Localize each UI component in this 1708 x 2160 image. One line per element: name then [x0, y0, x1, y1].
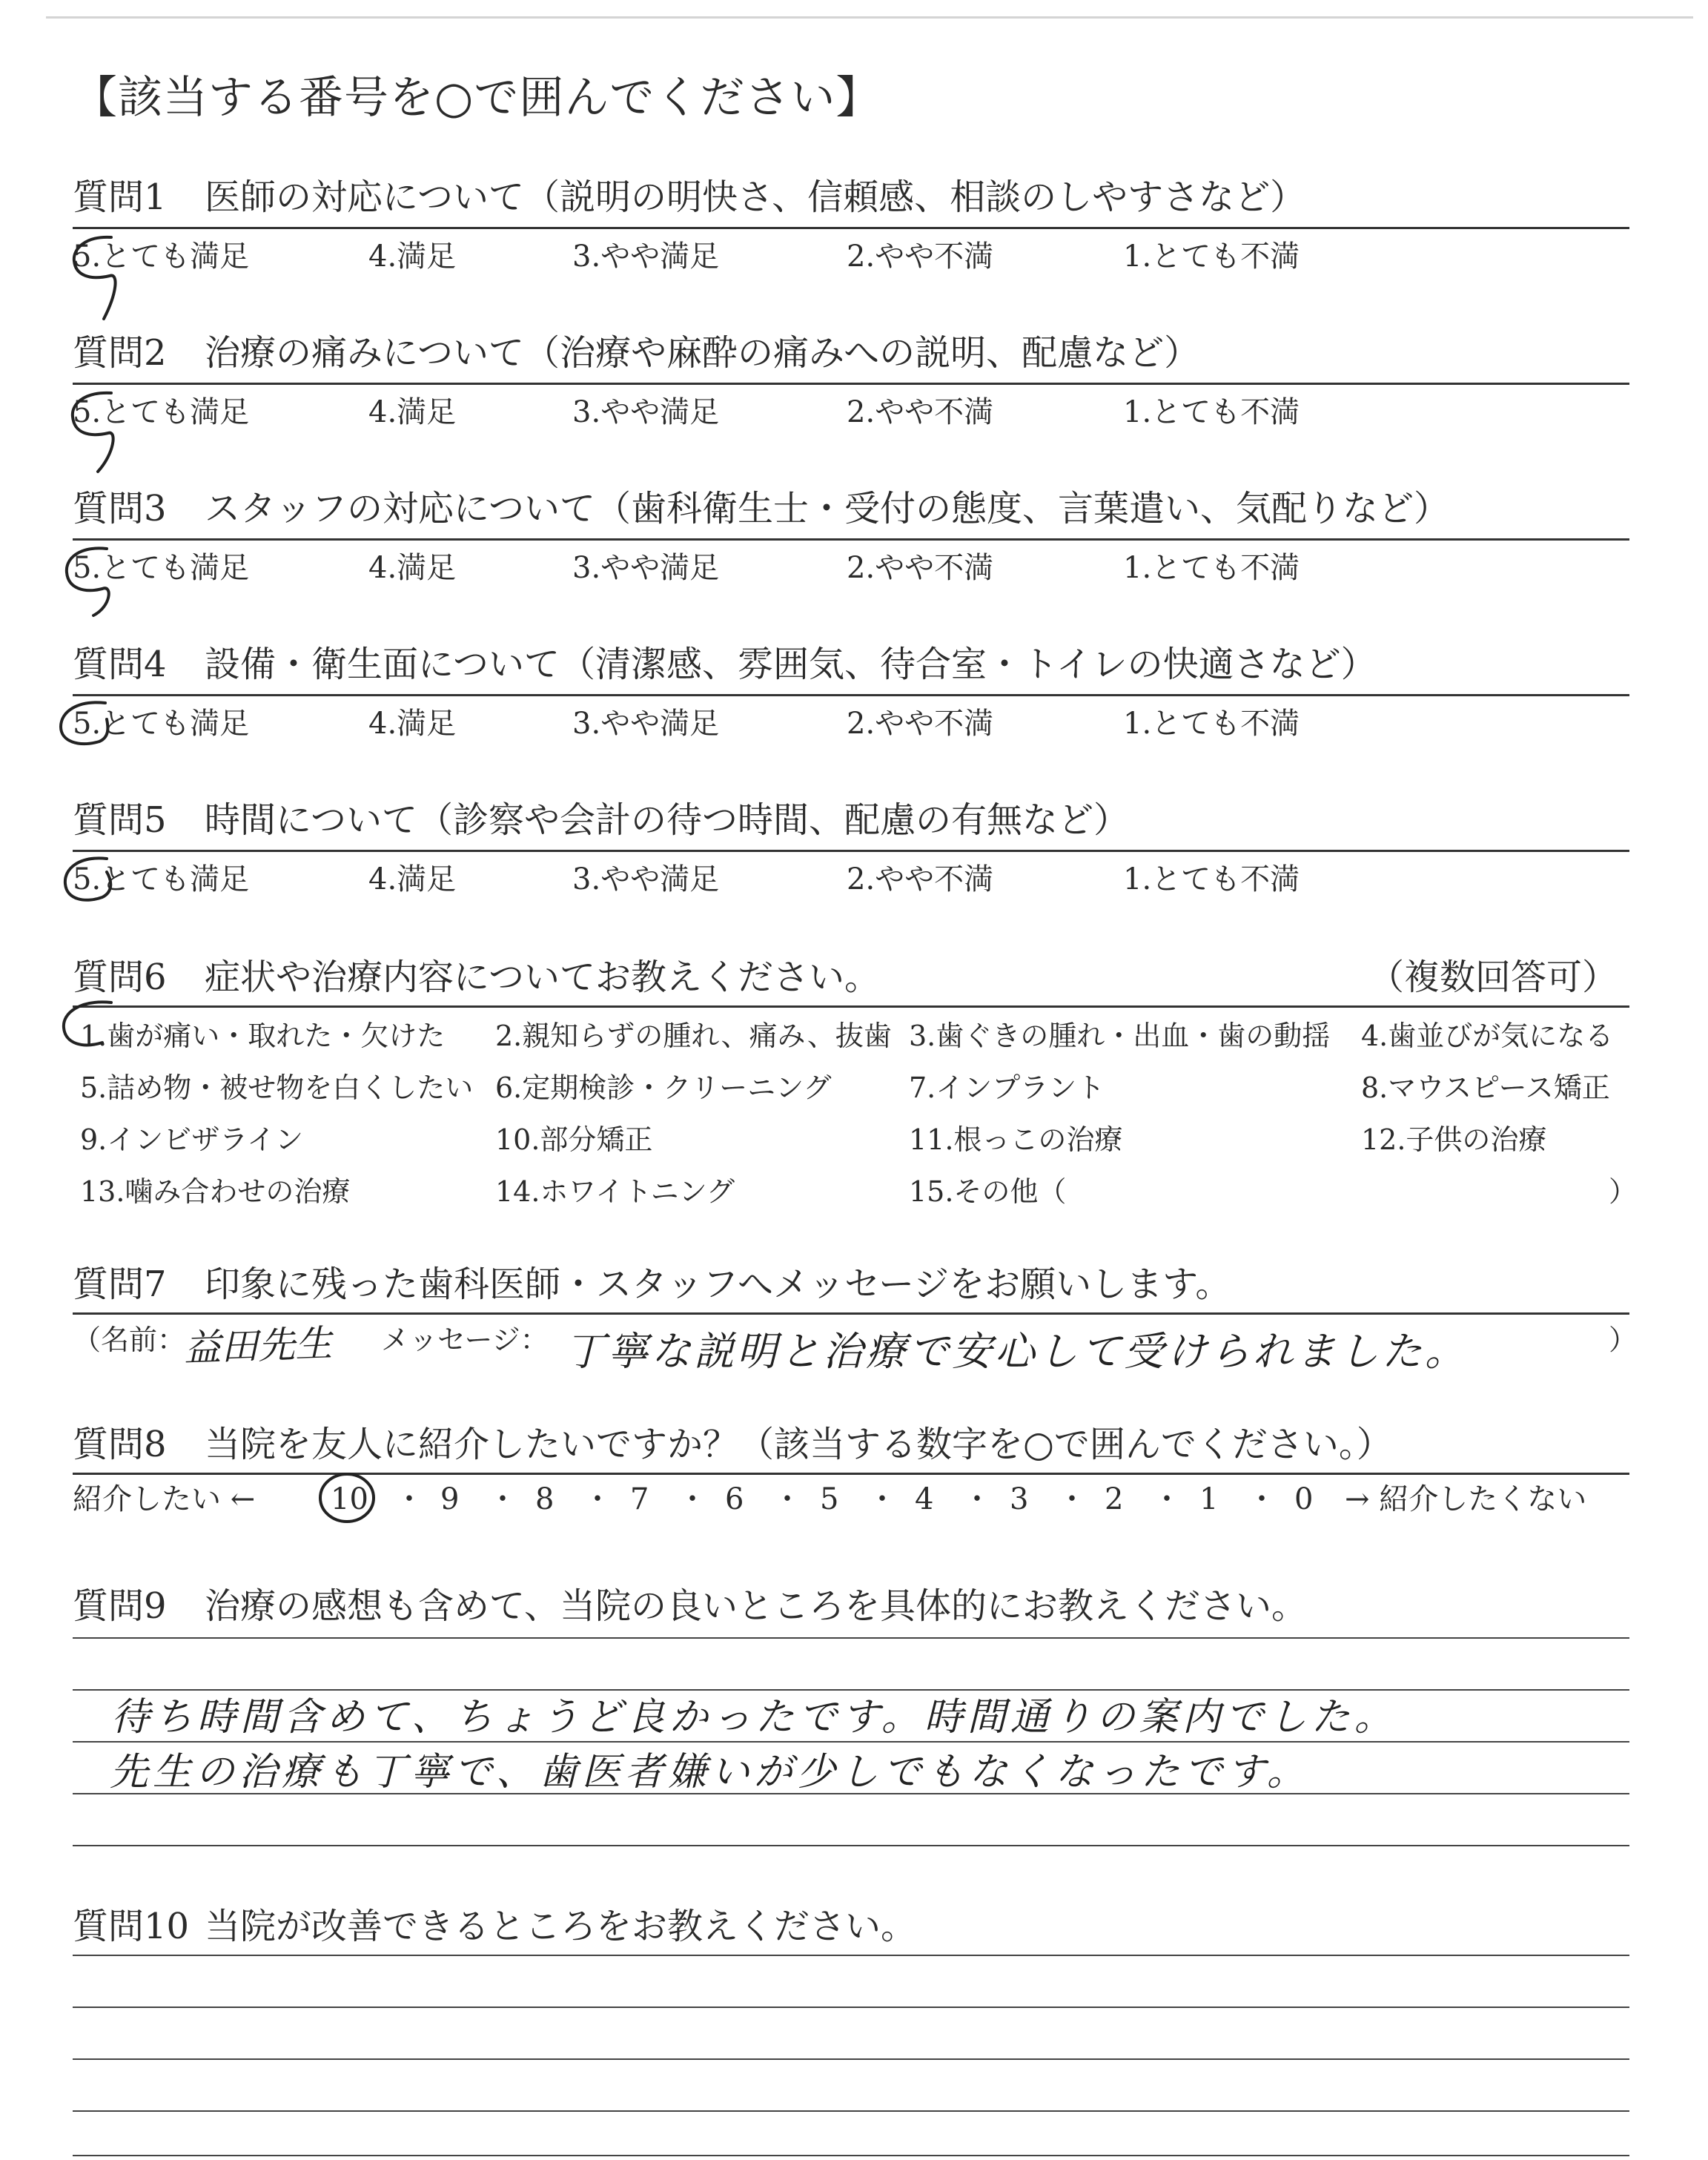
rating-option-4[interactable]: 4.満足	[368, 707, 457, 741]
scale-dot: ・	[488, 1482, 517, 1516]
symptom-option[interactable]: 6.定期検診・クリーニング	[495, 1071, 832, 1104]
page-title: 【該当する番号を○で囲んでください】	[73, 72, 881, 124]
rating-option-3[interactable]: 3.やや満足	[572, 707, 720, 741]
question-text: スタッフの対応について（歯科衛生士・受付の態度、言葉遣い、気配りなど）	[205, 488, 1450, 529]
question-number: 質問6	[73, 957, 167, 998]
scale-dot: ・	[1152, 1482, 1182, 1516]
rating-option-1[interactable]: 1.とても不満	[1123, 707, 1300, 741]
scale-value-5[interactable]: 5	[820, 1482, 839, 1516]
symptom-option[interactable]: 10.部分矯正	[495, 1123, 653, 1156]
handwritten-answer-line[interactable]: 先生の治療も丁寧で、歯医者嫌いが少しでもなくなったです。	[110, 1750, 1310, 1794]
rating-option-1[interactable]: 1.とても不満	[1123, 240, 1300, 274]
scale-value-2[interactable]: 2	[1105, 1482, 1124, 1516]
symptom-option[interactable]: 1.歯が痛い・取れた・欠けた	[80, 1020, 446, 1052]
other-close-paren: ）	[1609, 1175, 1638, 1208]
divider	[73, 1312, 1629, 1315]
scale-value-8[interactable]: 8	[535, 1482, 555, 1516]
question-text: 時間について（診察や会計の待つ時間、配慮の有無など）	[205, 799, 1130, 841]
answer-line	[73, 2058, 1629, 2060]
rating-option-3[interactable]: 3.やや満足	[572, 862, 720, 896]
multiple-answer-note: （複数回答可）	[1368, 957, 1618, 998]
rating-option-4[interactable]: 4.満足	[368, 551, 457, 585]
question-text: 印象に残った歯科医師・スタッフへメッセージをお願いします。	[205, 1264, 1231, 1305]
question-text: 治療の感想も含めて、当院の良いところを具体的にお教えください。	[205, 1585, 1308, 1627]
question-text: 症状や治療内容についてお教えください。	[205, 957, 881, 998]
message-label: メッセージ：	[381, 1324, 549, 1356]
rating-option-4[interactable]: 4.満足	[368, 240, 457, 274]
symptom-option[interactable]: 13.噛み合わせの治療	[80, 1175, 351, 1208]
answer-line	[73, 2110, 1629, 2112]
symptom-option[interactable]: 3.歯ぐきの腫れ・出血・歯の動揺	[909, 1020, 1331, 1052]
divider	[73, 383, 1629, 385]
recommend-left-label: 紹介したい ←	[73, 1482, 256, 1516]
question-number: 質問9	[73, 1585, 167, 1627]
answer-line	[73, 1955, 1629, 1956]
scale-value-9[interactable]: 9	[440, 1482, 460, 1516]
symptom-option[interactable]: 2.親知らずの腫れ、痛み、抜歯	[495, 1020, 892, 1052]
scale-value-10[interactable]: 10	[331, 1482, 368, 1516]
scale-dot: ・	[394, 1482, 424, 1516]
question-number: 質問7	[73, 1264, 167, 1305]
divider	[73, 227, 1629, 229]
name-label: （名前：	[73, 1324, 186, 1356]
symptom-option[interactable]: 9.インビザライン	[80, 1123, 304, 1156]
symptom-option[interactable]: 14.ホワイトニング	[495, 1175, 735, 1208]
scale-dot: ・	[962, 1482, 992, 1516]
scale-value-3[interactable]: 3	[1010, 1482, 1029, 1516]
question-number: 質問2	[73, 332, 167, 374]
scan-top-edge	[46, 16, 1693, 19]
answer-line	[73, 2007, 1629, 2008]
rating-option-5[interactable]: 5.とても満足	[73, 862, 250, 896]
scale-dot: ・	[1057, 1482, 1087, 1516]
scale-value-7[interactable]: 7	[630, 1482, 649, 1516]
recommend-right-label: → 紹介したくない	[1345, 1482, 1587, 1516]
scale-value-6[interactable]: 6	[725, 1482, 744, 1516]
rating-option-3[interactable]: 3.やや満足	[572, 395, 720, 429]
scale-value-1[interactable]: 1	[1199, 1482, 1219, 1516]
rating-option-2[interactable]: 2.やや不満	[847, 551, 994, 585]
handwritten-answer-line[interactable]: 待ち時間含めて、ちょうど良かったです。時間通りの案内でした。	[111, 1695, 1397, 1740]
divider	[73, 850, 1629, 852]
scale-value-0[interactable]: 0	[1294, 1482, 1314, 1516]
answer-line	[73, 1741, 1629, 1743]
rating-option-3[interactable]: 3.やや満足	[572, 551, 720, 585]
rating-option-5[interactable]: 5.とても満足	[73, 707, 250, 741]
symptom-option[interactable]: 15.その他（	[909, 1175, 1067, 1208]
scale-dot: ・	[678, 1482, 707, 1516]
handwritten-name[interactable]: 益田先生	[183, 1321, 333, 1370]
rating-option-5[interactable]: 5.とても満足	[73, 240, 250, 274]
question-number: 質問8	[73, 1424, 167, 1465]
scale-value-4[interactable]: 4	[915, 1482, 934, 1516]
symptom-option[interactable]: 12.子供の治療	[1361, 1123, 1547, 1156]
symptom-option[interactable]: 7.インプラント	[909, 1071, 1105, 1104]
answer-line	[73, 2155, 1629, 2156]
symptom-option[interactable]: 8.マウスピース矯正	[1361, 1071, 1610, 1104]
divider	[73, 538, 1629, 541]
message-close-paren: ）	[1609, 1324, 1638, 1356]
rating-option-2[interactable]: 2.やや不満	[847, 240, 994, 274]
divider	[73, 1005, 1629, 1008]
rating-option-5[interactable]: 5.とても満足	[73, 551, 250, 585]
symptom-option[interactable]: 5.詰め物・被せ物を白くしたい	[80, 1071, 474, 1104]
scale-dot: ・	[772, 1482, 802, 1516]
scale-dot: ・	[867, 1482, 897, 1516]
rating-option-3[interactable]: 3.やや満足	[572, 240, 720, 274]
rating-option-2[interactable]: 2.やや不満	[847, 395, 994, 429]
rating-option-1[interactable]: 1.とても不満	[1123, 862, 1300, 896]
rating-option-1[interactable]: 1.とても不満	[1123, 551, 1300, 585]
question-text: 当院が改善できるところをお教えください。	[205, 1906, 917, 1947]
question-number: 質問10	[73, 1906, 190, 1947]
question-text: 設備・衛生面について（清潔感、雰囲気、待合室・トイレの快適さなど）	[205, 644, 1377, 685]
rating-option-2[interactable]: 2.やや不満	[847, 707, 994, 741]
rating-option-4[interactable]: 4.満足	[368, 395, 457, 429]
scale-dot: ・	[583, 1482, 612, 1516]
question-text: 当院を友人に紹介したいですか？（該当する数字を○で囲んでください。）	[205, 1424, 1392, 1465]
question-text: 医師の対応について（説明の明快さ、信頼感、相談のしやすさなど）	[205, 176, 1306, 218]
question-number: 質問5	[73, 799, 167, 841]
question-text: 治療の痛みについて（治療や麻酔の痛みへの説明、配慮など）	[205, 332, 1200, 374]
rating-option-2[interactable]: 2.やや不満	[847, 862, 994, 896]
scale-dot: ・	[1247, 1482, 1277, 1516]
divider	[73, 694, 1629, 696]
rating-option-4[interactable]: 4.満足	[368, 862, 457, 896]
question-number: 質問3	[73, 488, 167, 529]
symptom-option[interactable]: 11.根っこの治療	[909, 1123, 1123, 1156]
rating-option-5[interactable]: 5.とても満足	[73, 395, 250, 429]
question-number: 質問1	[73, 176, 167, 218]
answer-line	[73, 1689, 1629, 1691]
answer-line	[73, 1637, 1629, 1639]
question-number: 質問4	[73, 644, 167, 685]
divider	[73, 1473, 1629, 1475]
symptom-option[interactable]: 4.歯並びが気になる	[1361, 1020, 1614, 1052]
answer-line	[73, 1845, 1629, 1846]
rating-option-1[interactable]: 1.とても不満	[1123, 395, 1300, 429]
handwritten-message[interactable]: 丁寧な説明と治療で安心して受けられました。	[565, 1328, 1468, 1375]
